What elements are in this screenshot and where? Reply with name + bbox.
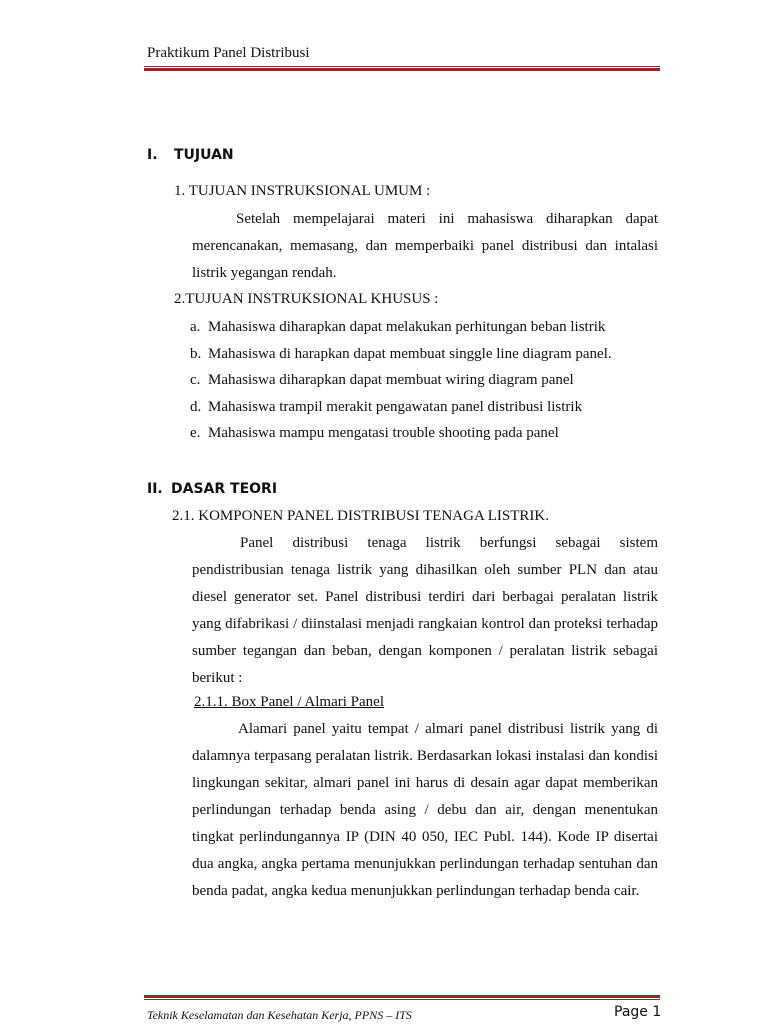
header-rule-thick [144,68,660,71]
section-1-title: TUJUAN [174,147,234,163]
tiu-heading: 1. TUJUAN INSTRUKSIONAL UMUM : [174,183,431,199]
subsubsection-heading: 2.1.1. Box Panel / Almari Panel [194,694,384,710]
tik-list [190,314,612,447]
footer-rule-thick [144,995,660,998]
list-item: c. Mahasiswa diharapkan dapat membuat wiring diagram panel [190,372,574,388]
subsubsection-paragraph: Alamari panel yaitu tempat / almari panel distribusi listrik yang di dalamnya terpasang peralatan listrik. Berdasarkan lokasi instalasi dan kondisi lingkungan sekitar, almari panel ini harus di desain agar dapat memberikan perlindungan terhadap benda asing / debu dan air, dengan menentukan tingkat perlindungannya IP (DIN 40 050, IEC Publ. 144). Kode IP disertai dua angka, angka pertama menunjukkan perlindungan terhadap sentuhan dan benda padat, angka kedua menunjukkan perlindungan terhadap benda cair. [192,721,658,899]
subsection-paragraph: Panel distribusi tenaga listrik berfungsi sebagai sistem pendistribusian tenaga listrik yang dihasilkan oleh sumber PLN dan atau diesel generator set. Panel distribusi terdiri dari berbagai peralatan listrik yang difabrikasi / diinstalasi menjadi rangkaian kontrol dan proteksi terhadap sumber tegangan dan beban, dengan komponen / peralatan listrik sebagai berikut : [192,535,658,686]
section-2-number: II. [147,481,163,497]
list-item: b. Mahasiswa di harapkan dapat membuat singgle line diagram panel. [190,345,612,362]
header-rule-thin [144,66,660,67]
tiu-paragraph: Setelah mempelajarai materi ini mahasiswa diharapkan dapat merencanakan, memasang, dan memperbaiki panel distribusi dan intalasi listrik yegangan rendah. [192,211,658,281]
subsection-heading: 2.1. KOMPONEN PANEL DISTRIBUSI TENAGA LISTRIK. [172,508,549,524]
page-number: Page 1 [614,1004,662,1020]
list-item: d. Mahasiswa trampil merakit pengawatan panel distribusi listrik [190,398,583,415]
section-1-number: I. [147,147,158,163]
list-item: a. Mahasiswa diharapkan dapat melakukan perhitungan beban listrik [190,319,606,335]
footer-institution: Teknik Keselamatan dan Kesehatan Kerja, PPNS – ITS [147,1008,412,1022]
tik-heading: 2.TUJUAN INSTRUKSIONAL KHUSUS : [174,291,439,307]
section-2-title: DASAR TEORI [171,481,278,497]
running-header: Praktikum Panel Distribusi [147,45,310,61]
footer-rule-thin [144,999,660,1000]
list-item: e. Mahasiswa mampu mengatasi trouble shooting pada panel [190,425,559,441]
